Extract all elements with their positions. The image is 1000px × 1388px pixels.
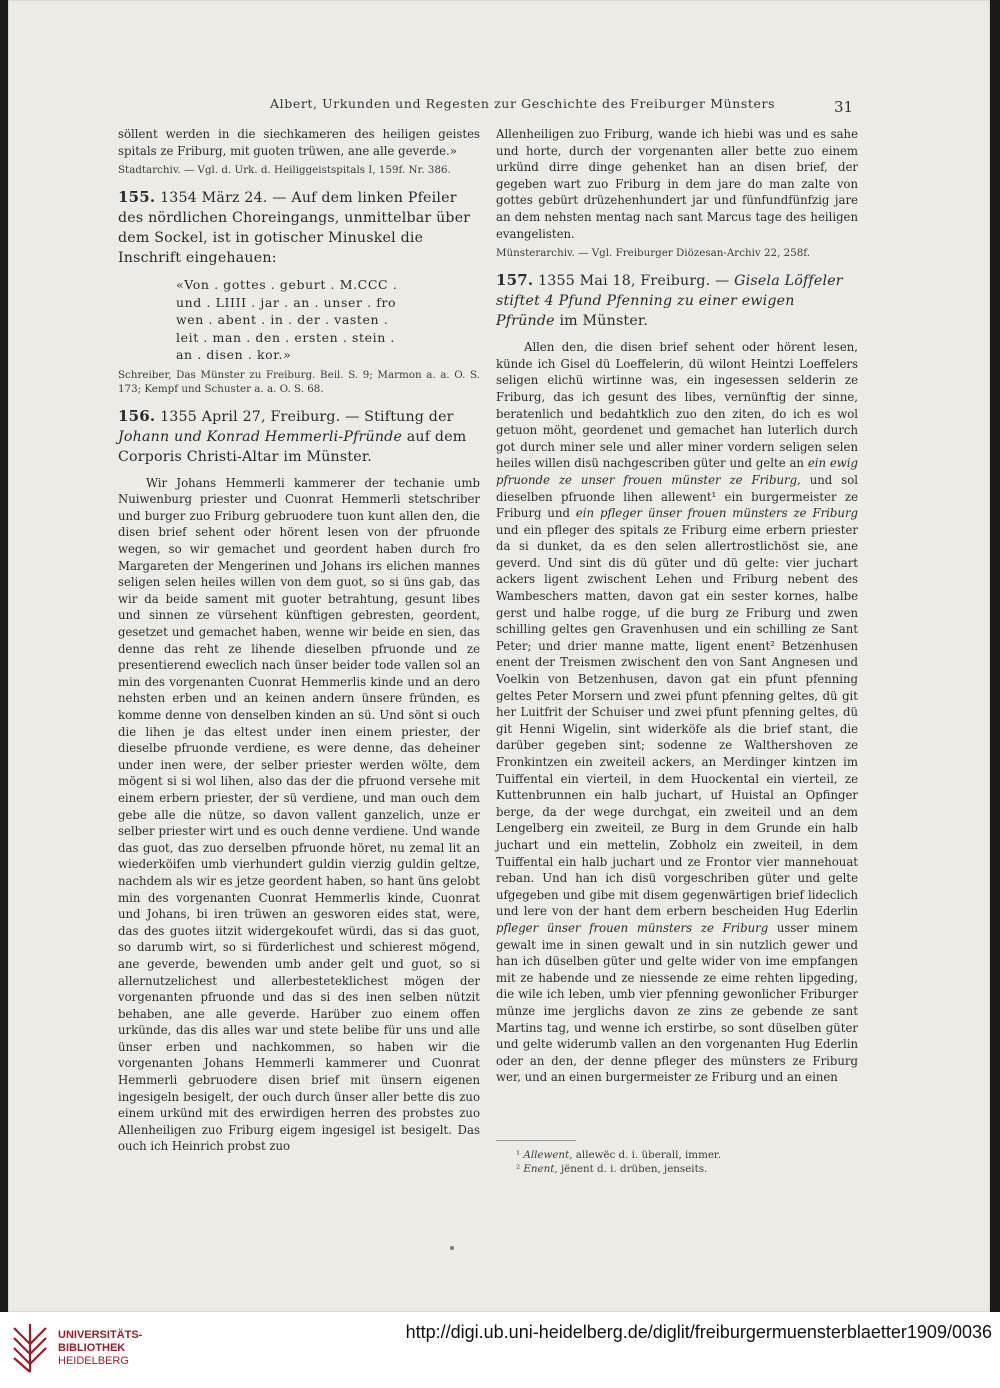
entry-157-heading-italic: Gisela Löffeler stiftet 4 Pfund Pfenning zu einer ewigen Pfründe	[496, 273, 843, 330]
continuation-source: Münsterarchiv. — Vgl. Freiburger Diözesan-Archiv 22, 258f.	[496, 247, 811, 260]
entry-157-text-part: und sol dieselben pfruonde lihen allewent¹ ein burgermeister ze Friburg und	[496, 472, 858, 521]
footnote-marker: ²	[516, 1163, 524, 1175]
footnote-2	[516, 1162, 856, 1176]
entry-156-heading-text-b: auf dem Corporis Christi-Altar im Münster.	[118, 428, 467, 465]
entry-157-italic-part: ein ewig pfruonde ze unser frouen münster ze Friburg,	[496, 456, 858, 487]
entry-157-italic-part: pfleger ünser frouen münsters ze Friburg	[496, 920, 769, 935]
entry-155-source: Schreiber, Das Münster zu Freiburg. Beil. S. 9; Marmon a. a. O. S. 173; Kempf und Schuster a. a. O. S. 68.	[118, 368, 480, 395]
entry-155-heading	[118, 187, 480, 268]
scanned-page	[8, 0, 990, 1312]
footnote-gloss: allewëc d. i. überall, immer.	[572, 1149, 721, 1161]
page-number: 31	[834, 98, 854, 116]
entry-157-text-part: und ein pfleger des spitals ze Friburg eime erbern priester da si dunket, da es den selen allertrostlichöst sie, ane geverd. Und sint dis dü güter und dü gelte: vier juchart ackers ligent zwischent Lehen und Friburg nebent des Wambeschers matten, davon gat ein sester kornes, halbe gerst und halbe rogge, uf die burg ze Friburg und zwen schilling geltes gen Gravenhusen und ein schilling ze Sant Peter; und drier manne matte, ligent enent² Betzenhusen enent der Treismen zwischent den von Sant Angnesen und Voelkin von Betzenhusen, davon gat ein pfunt pfenning geltes Peter Morsern und zwei pfunt pfenning geltes, dü git her Luitfrit der Schuiser und zwei pfunt pfenning geltes, dü git Henni Wigelin, sint widerköfe als die brief stant, die darüber gegeben sint; sodenne ze Walthershoven ze Fronkintzen ein zweiteil ackers, an Merdinger kintzen im Tuiffental ein vierteil, in dem Huockental ein vierteil, ze Kuttenbrunnen ein halb juchart, uf Huistal an Opfinger berge, da der wege durchgat, ein zweiteil und an dem Lengelberg ein zweiteil, ze Burg in dem Grunde ein halb juchart und ein mettelin, Zobholz ein zweiteil, in dem Tuiffental ein halb juchart und ze Frontor vier mannehouat reban. Und han ich disü vorgeschriben güter und gelte ufgegeben und gibe mit disem gegenwärtigen brief lideclich und lere von der hant dem erbern bescheiden Hug Ederlin	[496, 522, 858, 919]
entry-157-text-part: Allen den, die disen brief sehent oder hörent lesen, künde ich Gisel dü Loeffelerin, dü wilont Heintzi Loeffelers seligen elichü wirtinne was, ein ingesessen selderin ze Friburg, das ich gesunt des libes, vernünftig der sinne, beratenlich und bedahtklich zuo den ziten, do ich es wol getuon möht, geordenet und gemachet han luterlich durch got durch miner sele und aller miner vordern seligen selen heiles willen disü nachgescriben güter und gelte an	[496, 340, 858, 471]
footer-bar	[0, 1312, 1000, 1388]
inscription-line: wen . abent . in . der . vasten .	[176, 312, 389, 328]
inscription-line: «Von . gottes . geburt . M.CCC .	[176, 277, 398, 293]
entry-157-heading	[496, 270, 858, 331]
entry-156-text: Wir Johans Hemmerli kammerer der techanie umb Nuiwenburg priester und Cuonrat Hemmerli stetschriber und burger zuo Friburg gebruodere tuon kunt allen den, die disen brief sehent oder hörent lesen von der pfruonde wegen, so wir gemachet und geordent haben durch fro Margareten der Mengerinen und Johans irs elichen mannes seligen selen heiles willen von dem guot, so si üns gab, das wir da beide sament mit guoter betrahtung, gesunt libes und sinnen ze vürsehent künftigen gebresten, geordent, gesetzet und gemachet haben, wenne wir beide en sien, das denne das reht ze lihende dieselben pfruonde und ze presentierend eweclich nach ünser beider tode vallen sol an min des vorgenanten Cuonrat Hemmerlis kinde und an dero nehsten erben und an keinen andern ünsere fründen, es komme denne von denselben kinden an sü. Und sönt si ouch die lihen je das eltest under inen einem priester, der dieselbe pfruonde verdiene, es were denne, das deheiner under inen were, der selber priester werden wölte, dem mögent si si wol lihen, also das der die pfruond versehe mit einem erbern priester, der sü verdiene, und man ouch dem gebe alle die nütze, so davon vallent ganzelich, unze er selber priester wirt und es ouch denne verdiene. Und wande das guot, das zuo derselben pfruonde höret, nu zemal lit an wiederköifen umb vierhundert guldin vierzig guldin geltze, nachdem als wir es jetze geordent haben, so hant üns gelobt min des vorgenanten Cuonrat Hemmerlis kinde, Cuonrat und Johans, bi iren trüwen an gesworen eides stat, were, das des guotes iitzit widergekoufet würdi, das si das guot, so darumb wirt, so si fürderlichest und schierest mögend, ane geverde, bewenden umb ander gelt und guot, so si allernutzelichest und allerbesteteklichest mögen der vorgenanten pfruonde und das si des inen selben nützit behaben, ane alle geverde. Harüber zuo einem offen urkünde, das dis alles war und stete belibe für uns und alle ünser erben und nachkommen, so haben wir die vorgenanten Johans Hemmerli kammerer und Cuonrat Hemmerli gebruodere disen brief mit ünsern eigenen ingesigeln besigelt, der ouch durch ünser aller bette dis zuo einem urkünd mit des erwirdigen herren des probstes zuo Allenheiligen zuo Friburg eigem ingesigel ist besigelt. Das ouch ich Heinrich probst zuo	[118, 475, 480, 1154]
footnote-term: Enent,	[523, 1163, 558, 1175]
library-name-line: HEIDELBERG	[58, 1355, 129, 1367]
footnote-term: Allewent,	[523, 1149, 573, 1161]
scan-speck	[450, 1246, 454, 1250]
running-header: Albert, Urkunden und Regesten zur Geschichte des Freiburger Münsters	[270, 96, 776, 111]
entry-156-number: 156.	[118, 406, 156, 425]
right-column	[496, 126, 858, 1086]
entry-155-number: 155.	[118, 188, 156, 207]
footnotes	[516, 1148, 856, 1176]
inscription-line: an . disen . kor.»	[176, 347, 292, 363]
inscription-line: und . LIIII . jar . an . unser . fro	[176, 294, 397, 310]
entry-157-italic-part: ein pfleger ünser frouen münsters ze Friburg	[575, 506, 859, 521]
entry-156-heading-italic: Johann und Konrad Hemmerli-Pfründe	[118, 428, 403, 445]
footnote-gloss: jënent d. i. drüben, jenseits.	[557, 1163, 708, 1175]
footnote-1	[516, 1148, 856, 1162]
entry-157-number: 157.	[496, 271, 534, 290]
intro-source: Stadtarchiv. — Vgl. d. Urk. d. Heiliggeistspitals I, 159f. Nr. 386.	[118, 164, 451, 177]
entry-157-heading-text-b: im Münster.	[554, 313, 649, 330]
entry-157-text	[496, 339, 858, 1086]
entry-156-heading-text-a: 1355 April 27, Freiburg. — Stiftung der	[160, 408, 454, 425]
left-column	[118, 126, 480, 1155]
entry-155-heading-text: 1354 März 24. — Auf dem linken Pfeiler des nördlichen Choreingangs, unmittelbar über dem Sockel, ist in gotischer Minuskel die Inschrift eingehauen:	[118, 190, 471, 267]
intro-text: söllent werden in die siechkameren des heiligen geistes spitals ze Friburg, mit guoten trüwen, ane alle geverde.»	[118, 127, 480, 158]
footnote-marker: ¹	[516, 1149, 524, 1161]
library-name	[58, 1329, 142, 1368]
source-url-link[interactable]: http://digi.ub.uni-heidelberg.de/diglit/freiburgermuensterblaetter1909/0036	[405, 1322, 992, 1342]
entry-157-text-part: usser minem gewalt ime in sinen gewalt und in sin nutzlich gewer und han ich düselben güter und gelte wider von ime empfangen mit ze habende und ze niessende ze eime rehten lipgeding, die wile ich leben, umb vier pfenning gewonlicher Friburger münze ime jerglichs davon ze zins ze gebende ze sant Martins tag, und wenne ich erstirbe, so sont düselben güter und gelte widerumb vallen an den vorgenanten Hug Ederlin oder an den, der denne pfleger des münsters ze Friburg wer, und an einen burgermeister ze Friburg und an einen	[496, 920, 858, 1085]
continuation-text: Allenheiligen zuo Friburg, wande ich hiebi was und es sahe und horte, durch der vorgenanten aller bette zuo einem urkünd dirre dinge gehenket han an disen brief, der gegeben wart zuo Friburg in dem jare do man zalte von gottes gebürt drüzehenhundert jar und fünfundfünfzig jare an dem nehsten mentag nach sant Marcus tage des heiligen evangelisten.	[496, 127, 858, 241]
entry-156-heading	[118, 406, 480, 467]
inscription-line: leit . man . den . ersten . stein .	[176, 329, 395, 345]
inscription	[176, 276, 480, 364]
university-seal-icon	[10, 1322, 50, 1374]
library-name-line: BIBLIOTHEK	[58, 1342, 126, 1354]
library-name-line: UNIVERSITÄTS-	[58, 1329, 143, 1341]
entry-157-heading-text-a: 1355 Mai 18, Freiburg. —	[538, 273, 735, 290]
footnote-separator	[496, 1140, 576, 1141]
